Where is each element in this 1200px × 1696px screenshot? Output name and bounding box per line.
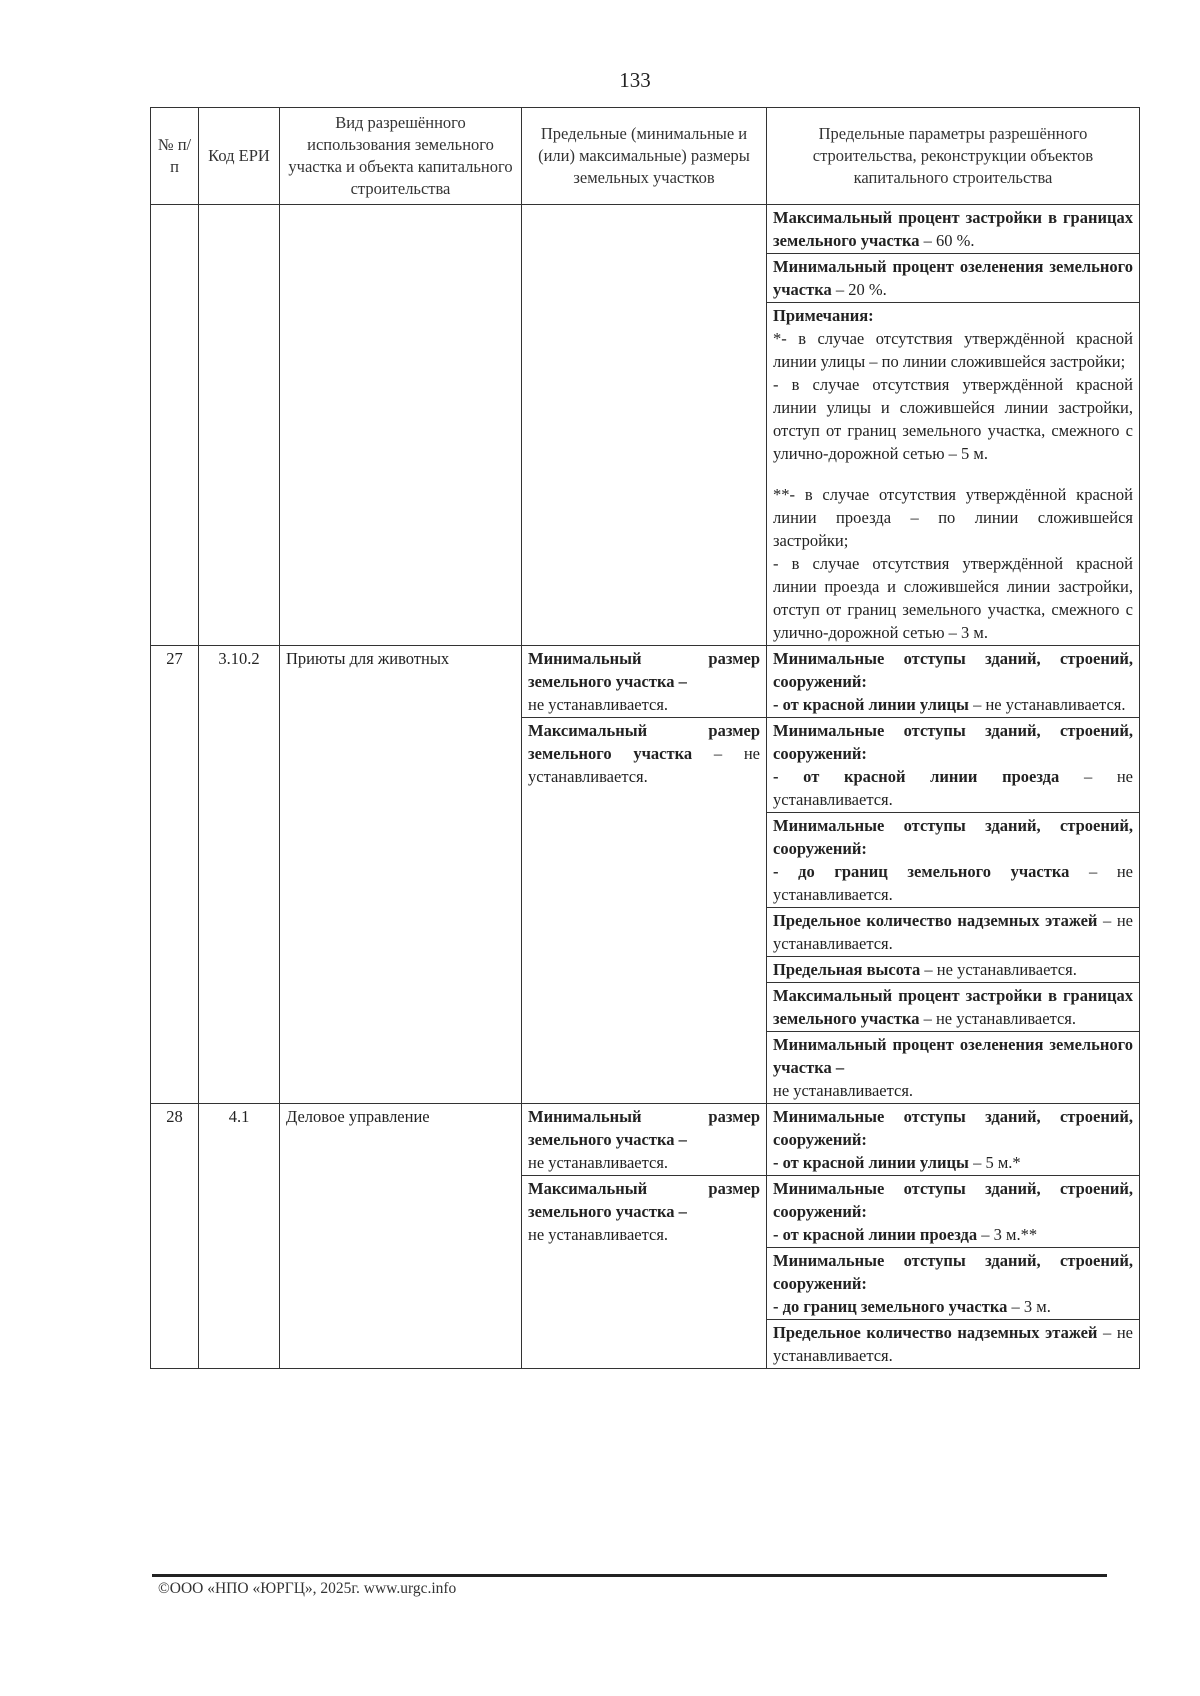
param-cell: Минимальные отступы зданий, строений, сооружений: - до границ земельного участка – 3 м. [767,1248,1140,1320]
param-cell: Максимальный процент застройки в границах земельного участка – 60 %. [767,205,1140,254]
note-text: - в случае отсутствия утверждённой красной линии улицы и сложившейся линии застройки, отступ от границ земельного участка, смежного с улично-дорожной сетью – 5 м. [773,375,1133,463]
param-cell: Предельное количество надземных этажей – не устанавливается. [767,908,1140,957]
footer-divider [152,1574,1107,1577]
header-plot-size: Предельные (минимальные и (или) максимальные) размеры земельных участков [522,108,767,205]
zoning-parameters-table [150,107,1140,1369]
param-cell: Минимальные отступы зданий, строений, сооружений: - до границ земельного участка – не устанавливается. [767,813,1140,908]
row-use-type: Деловое управление [280,1104,522,1369]
table-header-row [151,108,1140,205]
param-cell: Минимальные отступы зданий, строений, сооружений: - от красной линии проезда – 3 м.** [767,1176,1140,1248]
plot-max-cell: Максимальный размер земельного участка – не устанавливается. [522,1176,767,1369]
page-number: 133 [619,68,651,92]
note-text: *- в случае отсутствия утверждённой красной линии улицы – по линии сложившейся застройки; [773,329,1133,371]
param-cell: Минимальные отступы зданий, строений, сооружений: - от красной линии проезда – не устанавливается. [767,718,1140,813]
row-number: 27 [151,646,199,1104]
row-number: 28 [151,1104,199,1369]
row-use-type: Приюты для животных [280,646,522,1104]
header-build-params: Предельные параметры разрешённого строительства, реконструкции объектов капитального строительства [767,108,1140,205]
param-cell: Максимальный процент застройки в границах земельного участка – не устанавливается. [767,983,1140,1032]
row-code: 4.1 [199,1104,280,1369]
param-cell: Предельная высота – не устанавливается. [767,957,1140,983]
param-cell: Минимальные отступы зданий, строений, сооружений: - от красной линии улицы – 5 м.* [767,1104,1140,1176]
notes-cell [767,303,1140,646]
plot-max-cell: Максимальный размер земельного участка – не устанавливается. [522,718,767,1104]
plot-min-cell: Минимальный размер земельного участка – не устанавливается. [522,646,767,718]
notes-title: Примечания: [773,306,874,325]
header-code: Код ЕРИ [199,108,280,205]
table-row [151,1104,1140,1176]
param-cell: Минимальный процент озеленения земельного участка – не устанавливается. [767,1032,1140,1104]
note-text: - в случае отсутствия утверждённой красной линии проезда и сложившейся линии застройки, отступ от границ земельного участка, смежного с улично-дорожной сетью – 3 м. [773,554,1133,642]
header-number: № п/п [151,108,199,205]
footer-copyright: ©ООО «НПО «ЮРГЦ», 2025г. www.urgc.info [158,1580,457,1597]
plot-min-cell: Минимальный размер земельного участка – не устанавливается. [522,1104,767,1176]
param-cell: Минимальные отступы зданий, строений, сооружений: - от красной линии улицы – не устанавливается. [767,646,1140,718]
param-cell: Предельное количество надземных этажей – не устанавливается. [767,1320,1140,1369]
table-row [151,646,1140,718]
note-text: **- в случае отсутствия утверждённой красной линии проезда – по линии сложившейся застройки; [773,485,1133,550]
header-use-type: Вид разрешённого использования земельного участка и объекта капитального строительства [280,108,522,205]
table-row [151,205,1140,254]
row-code: 3.10.2 [199,646,280,1104]
param-cell: Минимальный процент озеленения земельного участка – 20 %. [767,254,1140,303]
